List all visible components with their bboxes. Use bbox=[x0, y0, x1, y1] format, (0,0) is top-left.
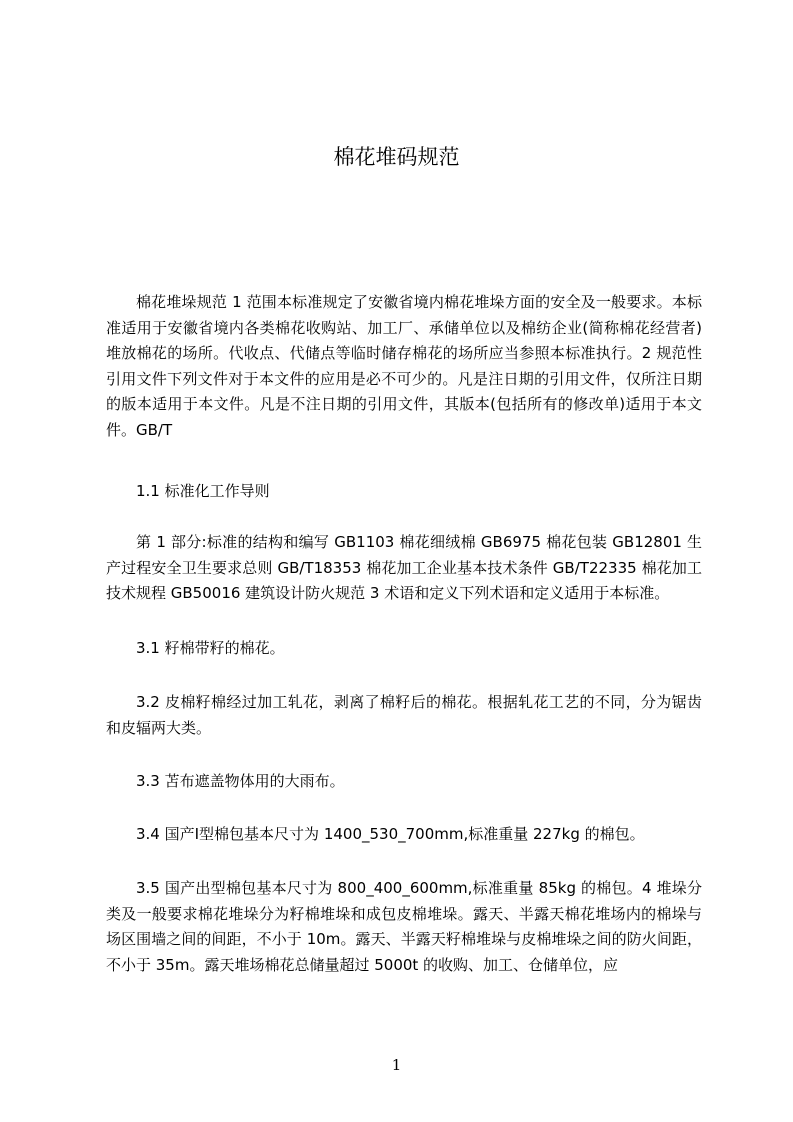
page-number: 1 bbox=[391, 1056, 402, 1074]
paragraph-section-3-4: 3.4 国产Ⅰ型棉包基本尺寸为 1400_530_700mm,标准重量 227kg 的棉包。 bbox=[136, 825, 645, 843]
page-title: 棉花堆码规范 bbox=[333, 145, 460, 169]
paragraph-section-3-5: 3.5 国产出型棉包基本尺寸为 800_400_600mm,标准重量 85kg 的棉包。4 堆垛分类及一般要求棉花堆垛分为籽棉堆垛和成包皮棉堆垛。露天、半露天棉花堆场内的棉垛与场区围墙之间的间距，不小于 10m。露天、半露天籽棉堆垛与皮棉堆垛之间的防火间距，不小于 35m。露天堆场棉花总储量超过 5000t 的收购、加工、仓储单位，应 bbox=[106, 879, 702, 974]
paragraph-section-3-3: 3.3 苫布遮盖物体用的大雨布。 bbox=[136, 772, 345, 790]
paragraph-section-3-1: 3.1 籽棉带籽的棉花。 bbox=[136, 639, 285, 657]
paragraph-part-1: 第 1 部分:标准的结构和编写 GB1103 棉花细绒棉 GB6975 棉花包装 GB12801 生产过程安全卫生要求总则 GB/T18353 棉花加工企业基本技术条件 GB/T22335 棉花加工技术规程 GB50016 建筑设计防火规范 3 术语和定义下列术语和定义适用于本标准。 bbox=[106, 533, 702, 602]
paragraph-scope: 棉花堆垛规范 1 范围本标准规定了安徽省境内棉花堆垛方面的安全及一般要求。本标准适用于安徽省境内各类棉花收购站、加工厂、承储单位以及棉纺企业(简称棉花经营者)堆放棉花的场所。代收点、代储点等临时储存棉花的场所应当参照本标准执行。2 规范性引用文件下列文件对于本文件的应用是必不可少的。凡是注日期的引用文件，仅所注日期的版本适用于本文件。凡是不注日期的引用文件，其版本(包括所有的修改单)适用于本文件。GB/T bbox=[106, 293, 702, 439]
paragraph-section-1-1: 1.1 标准化工作导则 bbox=[136, 482, 270, 500]
paragraph-section-3-2: 3.2 皮棉籽棉经过加工轧花，剥离了棉籽后的棉花。根据轧花工艺的不同，分为锯齿和皮辐两大类。 bbox=[106, 693, 702, 737]
